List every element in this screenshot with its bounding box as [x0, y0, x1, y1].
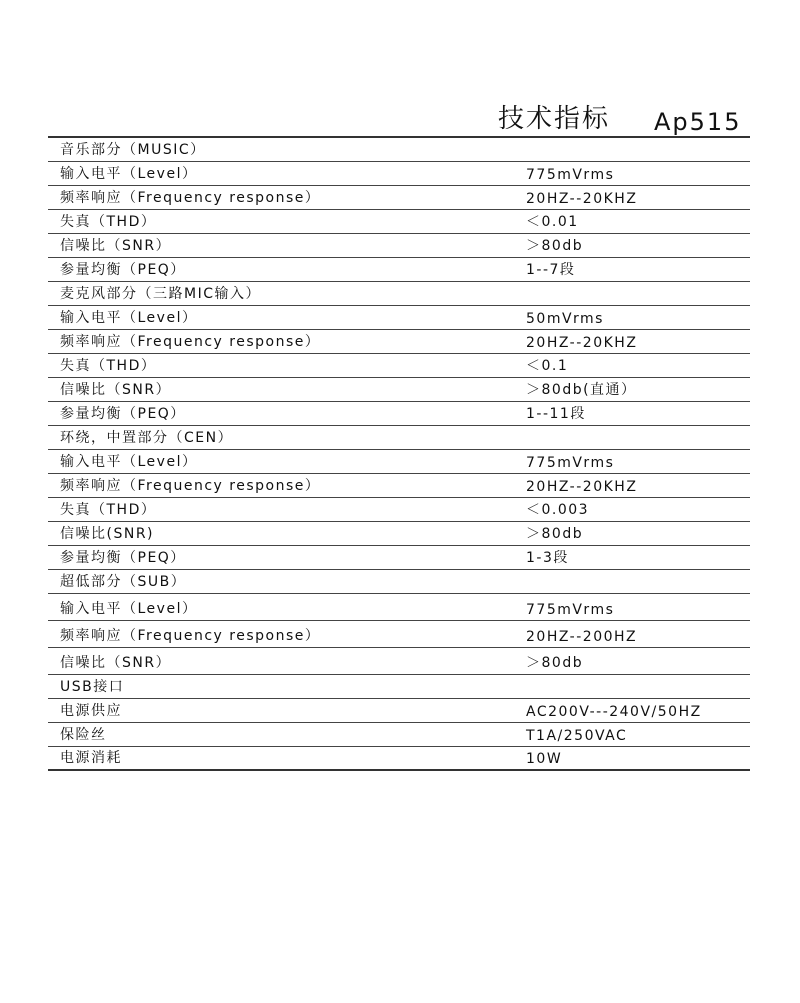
spec-row — [48, 474, 750, 498]
row-value: 20HZ--200HZ — [526, 629, 638, 645]
spec-table — [48, 136, 750, 771]
row-label: 麦克风部分（三路MIC输入） — [60, 286, 261, 302]
row-value: 1-3段 — [526, 550, 569, 566]
row-value: ＞80db(直通） — [526, 382, 637, 398]
row-label: 输入电平（Level） — [60, 454, 198, 470]
spec-row — [48, 234, 750, 258]
row-label: 信噪比（SNR） — [60, 238, 172, 254]
row-value: 775mVrms — [526, 455, 615, 471]
row-label: 参量均衡（PEQ） — [60, 550, 186, 566]
row-value: 775mVrms — [526, 167, 615, 183]
spec-row — [48, 258, 750, 282]
spec-row — [48, 330, 750, 354]
spec-row — [48, 186, 750, 210]
row-label: 超低部分（SUB） — [60, 574, 187, 590]
row-label: 频率响应（Frequency response） — [60, 190, 321, 206]
spec-row — [48, 546, 750, 570]
row-value: 20HZ--20KHZ — [526, 191, 638, 207]
spec-row — [48, 498, 750, 522]
row-value: 10W — [526, 751, 563, 767]
section-row-mic — [48, 282, 750, 306]
row-value: 50mVrms — [526, 311, 604, 327]
spec-row — [48, 648, 750, 675]
row-label: 信噪比（SNR） — [60, 382, 172, 398]
row-value: 1--11段 — [526, 406, 586, 422]
row-value: T1A/250VAC — [526, 728, 628, 744]
spec-row — [48, 621, 750, 648]
row-label: 失真（THD） — [60, 358, 157, 374]
spec-row — [48, 210, 750, 234]
page-title: 技术指标 — [498, 104, 611, 134]
row-label: USB接口 — [60, 679, 125, 695]
row-label: 电源供应 — [60, 703, 122, 719]
spec-row — [48, 594, 750, 621]
spec-row — [48, 402, 750, 426]
row-value: ＞80db — [526, 238, 584, 254]
row-label: 频率响应（Frequency response） — [60, 334, 321, 350]
row-label: 参量均衡（PEQ） — [60, 262, 186, 278]
section-row-sub — [48, 570, 750, 594]
row-value: ＞80db — [526, 655, 584, 671]
row-label: 环绕，中置部分（CEN） — [60, 430, 234, 446]
spec-row — [48, 450, 750, 474]
row-label: 输入电平（Level） — [60, 601, 198, 617]
section-row-cen — [48, 426, 750, 450]
row-label: 失真（THD） — [60, 214, 157, 230]
row-label: 频率响应（Frequency response） — [60, 478, 321, 494]
row-value: ＜0.1 — [526, 358, 569, 374]
spec-row — [48, 378, 750, 402]
spec-row — [48, 162, 750, 186]
row-label: 失真（THD） — [60, 502, 157, 518]
row-value: ＜0.01 — [526, 214, 579, 230]
row-label: 信噪比(SNR) — [60, 526, 155, 542]
row-value: 20HZ--20KHZ — [526, 335, 638, 351]
model-number: Ap515 — [654, 108, 742, 136]
row-value: ＜0.003 — [526, 502, 590, 518]
spec-row — [48, 723, 750, 747]
row-value: 20HZ--20KHZ — [526, 479, 638, 495]
spec-row — [48, 306, 750, 330]
row-label: 保险丝 — [60, 727, 107, 743]
spec-row — [48, 354, 750, 378]
row-label: 音乐部分（MUSIC） — [60, 142, 206, 158]
spec-row — [48, 522, 750, 546]
spec-row — [48, 699, 750, 723]
row-label: 参量均衡（PEQ） — [60, 406, 186, 422]
row-label: 电源消耗 — [60, 750, 122, 766]
row-value: AC200V---240V/50HZ — [526, 704, 702, 720]
spec-row — [48, 747, 750, 771]
row-label: 信噪比（SNR） — [60, 655, 172, 671]
row-value: ＞80db — [526, 526, 584, 542]
row-label: 输入电平（Level） — [60, 166, 198, 182]
row-label: 频率响应（Frequency response） — [60, 628, 321, 644]
row-label: 输入电平（Level） — [60, 310, 198, 326]
row-value: 775mVrms — [526, 602, 615, 618]
row-value: 1--7段 — [526, 262, 576, 278]
section-row-music — [48, 138, 750, 162]
section-row-usb — [48, 675, 750, 699]
